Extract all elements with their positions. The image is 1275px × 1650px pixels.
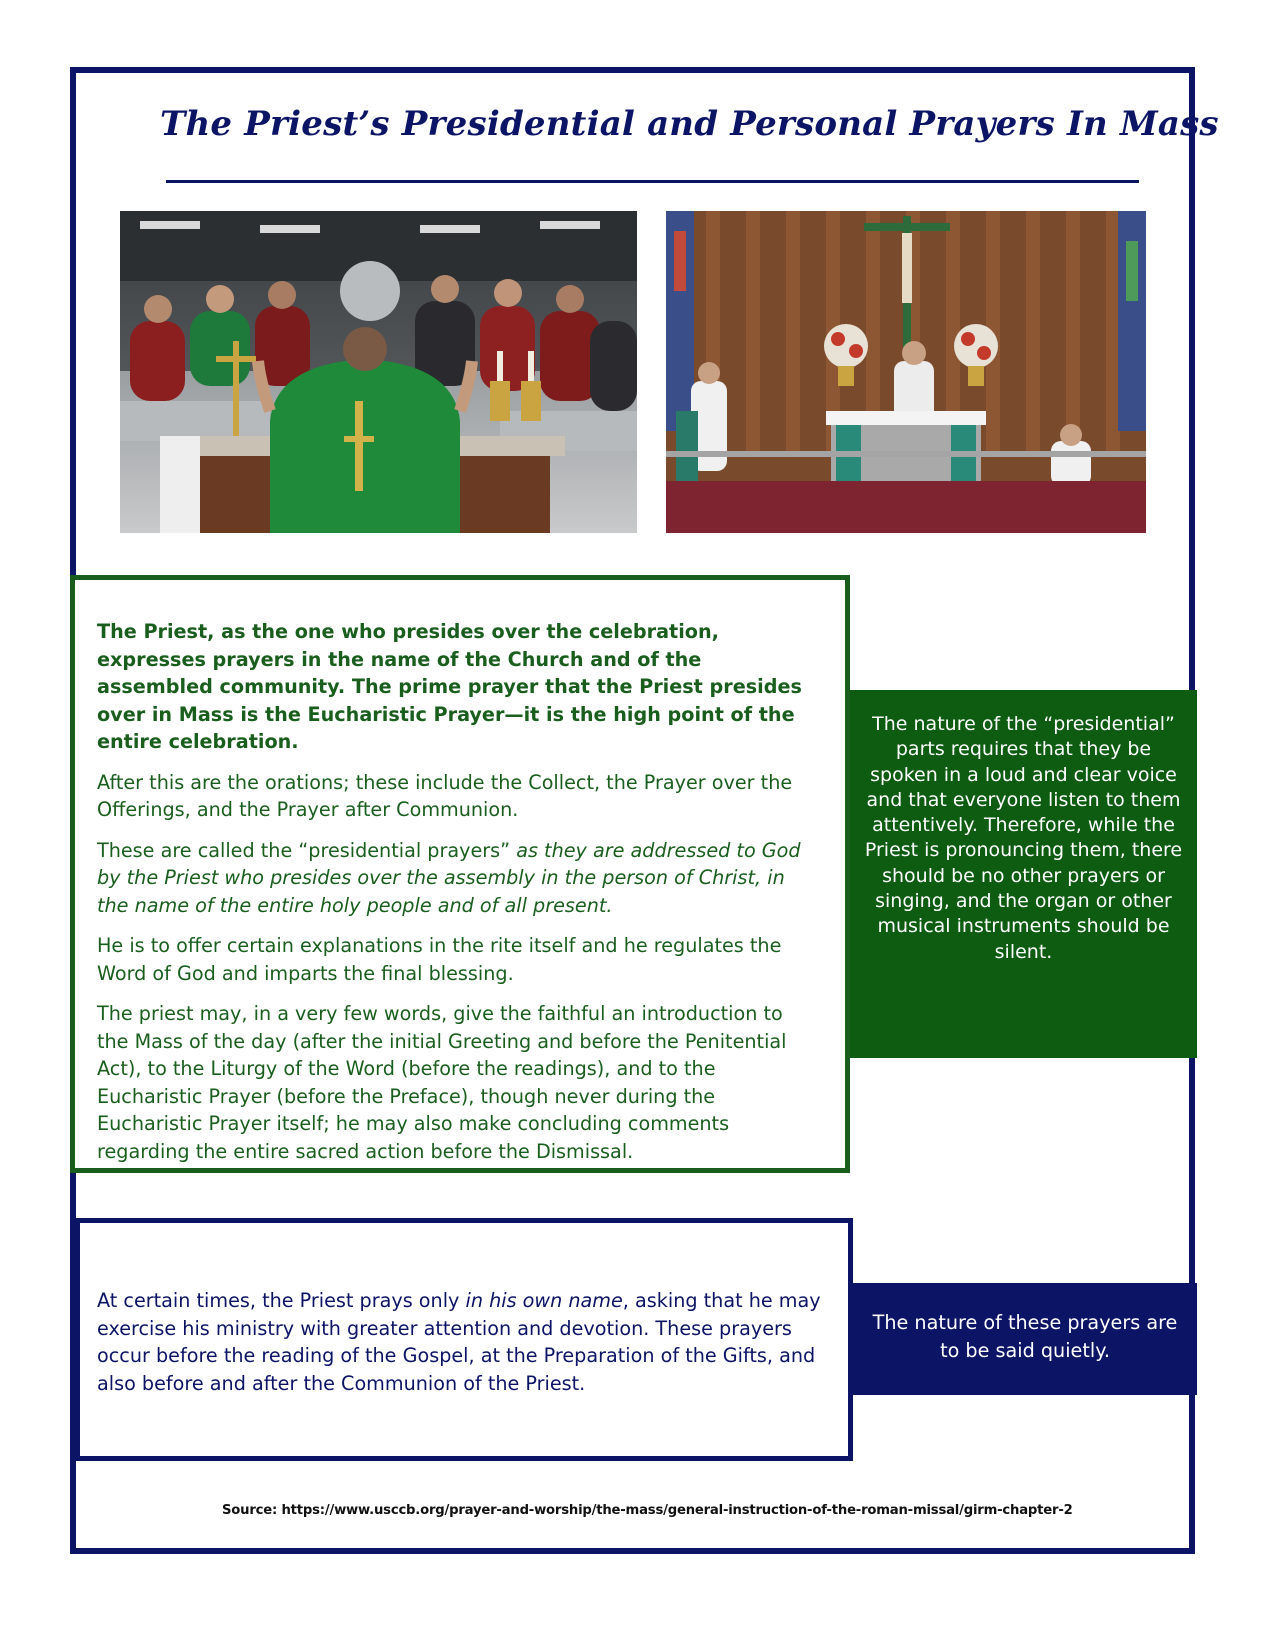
presidential-note-box: The nature of the “presidential” parts requires that they be spoken in a loud and clear voice and that everyone listen to them attentively. Therefore, while the Priest is pronouncing them, there should be no other prayers or singing, and the organ or other musical instruments should be silent. (850, 690, 1197, 1058)
explanations-paragraph: He is to offer certain explanations in the rite itself and he regulates the Word of God and imparts the final blessing. (97, 934, 782, 985)
presidential-prayers-paragraph (97, 837, 819, 920)
personal-prayers-box (75, 1218, 853, 1461)
presidential-prayers-box (70, 575, 850, 1173)
personal-prayers-end: , asking that he may exercise his ministry with greater attention and devotion. These prayers occur before the reading of the Gospel, at the Preparation of the Gifts, and also before and after the Communion of the Priest. (97, 1289, 821, 1395)
photo-priest-at-altar (120, 211, 637, 533)
presidential-prayers-text (97, 618, 819, 1178)
personal-prayers-text (97, 1287, 827, 1397)
personal-prayers-start: At certain times, the Priest prays only (97, 1289, 466, 1312)
personal-note-box: The nature of these prayers are to be said quietly. (853, 1283, 1197, 1395)
page-title: The Priest’s Presidential and Personal Prayers In Mass (160, 104, 1219, 144)
presidential-prayers-italic: as they are addressed to God by the Priest who presides over the assembly in the person of Christ, in the name of the entire holy people and of all present. (97, 838, 801, 917)
title-divider (166, 180, 1139, 183)
source-citation: Source: https://www.usccb.org/prayer-and-worship/the-mass/general-instruction-of-the-roman-missal/girm-chapter-2 (222, 1503, 1073, 1518)
presidential-lead-paragraph: The Priest, as the one who presides over the celebration, expresses prayers in the name of the Church and of the assembled community. The prime prayer that the Priest presides over in Mass is the Eucharistic Prayer—it is the high point of the entire celebration. (97, 620, 802, 753)
photo-sanctuary-altar (666, 211, 1146, 533)
orations-paragraph: After this are the orations; these include the Collect, the Prayer over the Offerings, and the Prayer after Communion. (97, 770, 793, 821)
personal-prayers-italic: in his own name (465, 1289, 623, 1312)
introduction-paragraph: The priest may, in a very few words, give the faithful an introduction to the Mass of the day (after the initial Greeting and before the Penitential Act), to the Liturgy of the Word (before the readings), and to the Eucharistic Prayer (before the Preface), though never during the Eucharistic Prayer itself; he may also make concluding comments regarding the entire sacred action before the Dismissal. (97, 1002, 787, 1163)
presidential-prayers-intro: These are called the “presidential prayers” (97, 838, 517, 862)
